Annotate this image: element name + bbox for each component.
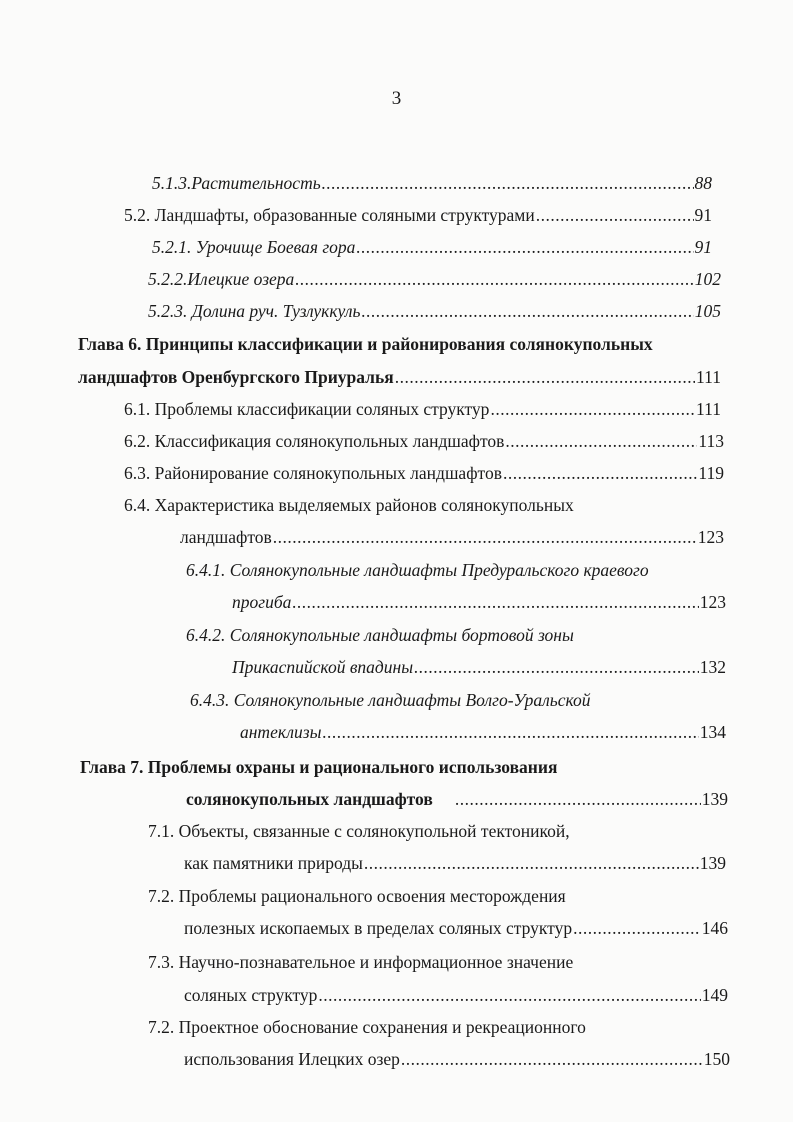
leader-dots bbox=[505, 430, 697, 452]
toc-entry-title: полезных ископаемых в пределах соляных структур bbox=[184, 918, 573, 938]
toc-entry-page: 105 bbox=[694, 301, 721, 321]
leader-dots bbox=[490, 398, 695, 420]
toc-entry-page: 111 bbox=[696, 399, 721, 419]
toc-entry-title: соляных структур bbox=[184, 985, 318, 1005]
toc-entry-title-line: 6.4. Характеристика выделяемых районов солянокупольных bbox=[124, 495, 574, 515]
toc-entry bbox=[184, 917, 728, 939]
toc-entry-title: прогиба bbox=[232, 592, 292, 612]
chapter-heading-line: Глава 7. Проблемы охраны и рационального использования bbox=[80, 757, 558, 777]
toc-entry bbox=[232, 591, 726, 613]
toc-entry bbox=[78, 366, 721, 388]
toc-entry bbox=[184, 984, 728, 1006]
toc-entry-page: 102 bbox=[694, 269, 721, 289]
leader-dots bbox=[356, 236, 693, 258]
toc-entry-title: 5.1.3.Растительность bbox=[152, 173, 321, 193]
toc-entry-title: 5.2. Ландшафты, образованные соляными структурами bbox=[124, 205, 535, 225]
leader-dots bbox=[573, 917, 701, 939]
toc-entry-page: 123 bbox=[699, 592, 726, 612]
leader-dots bbox=[455, 788, 701, 810]
toc-entry bbox=[124, 462, 724, 484]
toc-entry-page: 111 bbox=[696, 367, 721, 387]
toc-entry-page: 123 bbox=[697, 527, 724, 547]
toc-entry bbox=[184, 1048, 730, 1070]
toc-entry bbox=[148, 268, 721, 290]
toc-entry bbox=[124, 430, 724, 452]
leader-dots bbox=[273, 526, 697, 548]
toc-entry-title-line: 6.4.2. Солянокупольные ландшафты бортовой зоны bbox=[186, 625, 574, 645]
toc-entry-page: 91 bbox=[694, 205, 712, 225]
toc-entry-page: 149 bbox=[701, 985, 728, 1005]
toc-entry-title: ландшафтов Оренбургского Приуралья bbox=[78, 367, 394, 387]
leader-dots bbox=[395, 366, 695, 388]
toc-entry-title-line: 7.2. Проектное обоснование сохранения и рекреационного bbox=[148, 1017, 586, 1037]
toc-entry-page: 113 bbox=[698, 431, 724, 451]
leader-dots bbox=[503, 462, 697, 484]
toc-entry-title-line: 7.2. Проблемы рационального освоения месторождения bbox=[148, 886, 566, 906]
leader-dots bbox=[401, 1048, 703, 1070]
toc-entry-title: как памятники природы bbox=[184, 853, 363, 873]
toc-entry bbox=[148, 300, 721, 322]
toc-entry-title: антеклизы bbox=[240, 722, 322, 742]
leader-dots bbox=[292, 591, 698, 613]
toc-entry bbox=[232, 656, 726, 678]
leader-dots bbox=[322, 172, 694, 194]
toc-entry-title: 5.2.1. Урочище Боевая гора bbox=[152, 237, 356, 257]
toc-entry-title-line: 7.1. Объекты, связанные с солянокупольной тектоникой, bbox=[148, 821, 570, 841]
leader-dots bbox=[364, 852, 699, 874]
toc-entry-page: 139 bbox=[701, 789, 728, 809]
leader-dots bbox=[361, 300, 693, 322]
toc-entry-title: 6.1. Проблемы классификации соляных структур bbox=[124, 399, 490, 419]
toc-entry bbox=[180, 526, 724, 548]
toc-entry-title: 6.2. Классификация солянокупольных ландшафтов bbox=[124, 431, 505, 451]
toc-entry-title: использования Илецких озер bbox=[184, 1049, 400, 1069]
leader-dots bbox=[318, 984, 700, 1006]
toc-entry-page: 119 bbox=[698, 463, 724, 483]
toc-entry-page: 150 bbox=[703, 1049, 730, 1069]
toc-entry-title-line: 6.4.3. Солянокупольные ландшафты Волго-Уральской bbox=[190, 690, 591, 710]
leader-dots bbox=[295, 268, 693, 290]
leader-dots bbox=[536, 204, 694, 226]
toc-entry bbox=[124, 204, 712, 226]
toc-entry-title: солянокупольных ландшафтов bbox=[186, 789, 433, 809]
toc-entry-title: 6.3. Районирование солянокупольных ландшафтов bbox=[124, 463, 502, 483]
toc-entry bbox=[124, 398, 721, 420]
toc-entry-page: 88 bbox=[694, 173, 712, 193]
toc-entry bbox=[152, 172, 712, 194]
toc-entry-page: 146 bbox=[701, 918, 728, 938]
page-number: 3 bbox=[391, 88, 402, 109]
toc-entry-page: 139 bbox=[699, 853, 726, 873]
leader-dots bbox=[414, 656, 699, 678]
leader-dots bbox=[322, 721, 698, 743]
toc-entry-title-line: 7.3. Научно-познавательное и информационное значение bbox=[148, 952, 574, 972]
toc-entry-title: 5.2.2.Илецкие озера bbox=[148, 269, 295, 289]
toc-entry bbox=[184, 852, 726, 874]
toc-entry bbox=[152, 236, 712, 258]
toc-entry-title: ландшафтов bbox=[180, 527, 272, 547]
toc-entry-page: 134 bbox=[699, 722, 726, 742]
toc-entry-title: 5.2.3. Долина руч. Тузлуккуль bbox=[148, 301, 361, 321]
toc-entry-page: 91 bbox=[694, 237, 712, 257]
toc-entry bbox=[186, 788, 728, 810]
toc-entry-title-line: 6.4.1. Солянокупольные ландшафты Предуральского краевого bbox=[186, 560, 649, 580]
toc-entry-title: Прикаспийской впадины bbox=[232, 657, 414, 677]
toc-entry-page: 132 bbox=[699, 657, 726, 677]
toc-entry bbox=[240, 721, 726, 743]
chapter-heading-line: Глава 6. Принципы классификации и районирования солянокупольных bbox=[78, 334, 653, 354]
